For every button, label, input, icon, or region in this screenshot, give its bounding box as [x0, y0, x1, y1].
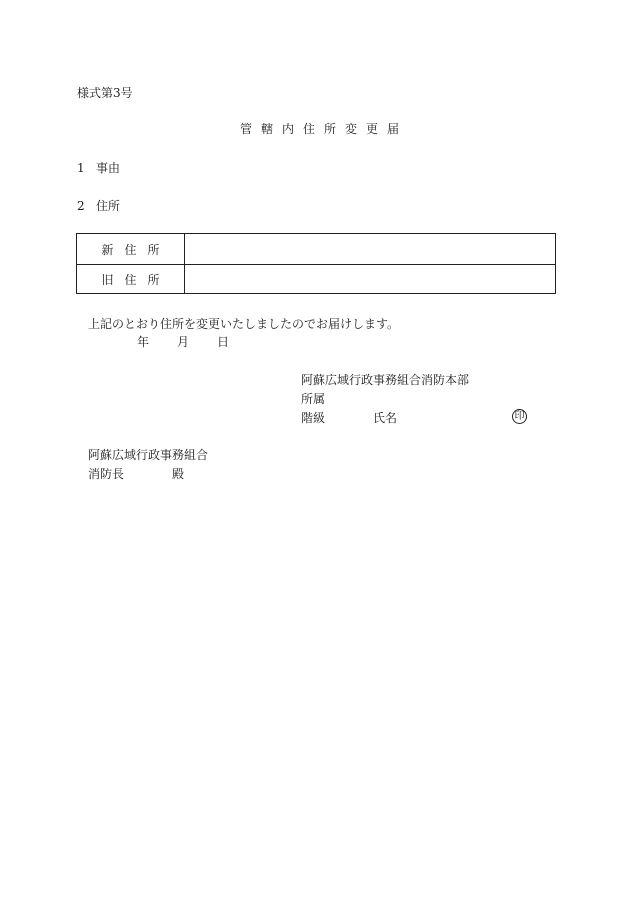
document-title: 管轄内住所変更届: [240, 122, 409, 136]
address-table: [76, 233, 556, 294]
item-number: 2: [77, 199, 85, 213]
sender-organization: 阿蘇広域行政事務組合消防本部: [301, 373, 470, 387]
date-year-label: 年: [137, 335, 150, 349]
recipient-title: 消防長: [88, 467, 125, 481]
item-reason: [77, 162, 120, 174]
sender-affiliation-label: 所属: [301, 392, 326, 406]
new-address-field[interactable]: [185, 234, 555, 264]
item-address: [77, 200, 120, 212]
address-row-new: [77, 234, 555, 265]
recipient-organization: 阿蘇広域行政事務組合: [88, 448, 209, 462]
sender-name-label: 氏名: [373, 411, 398, 425]
item-number: 1: [77, 161, 85, 175]
sender-rank-label: 階級: [301, 411, 326, 425]
recipient-honorific: 殿: [172, 467, 185, 481]
form-number: 様式第3号: [77, 86, 133, 100]
date-line: [137, 336, 229, 348]
address-row-old: [77, 264, 555, 294]
seal-icon: 印: [512, 409, 527, 424]
old-address-field[interactable]: [185, 264, 555, 294]
item-label: 住所: [96, 199, 121, 213]
old-address-label: 旧住所: [77, 264, 185, 294]
item-label: 事由: [96, 161, 121, 175]
date-day-label: 日: [217, 335, 230, 349]
new-address-label: 新住所: [77, 234, 185, 264]
notice-text: 上記のとおり住所を変更いたしましたのでお届けします。: [88, 317, 400, 331]
date-month-label: 月: [177, 335, 190, 349]
